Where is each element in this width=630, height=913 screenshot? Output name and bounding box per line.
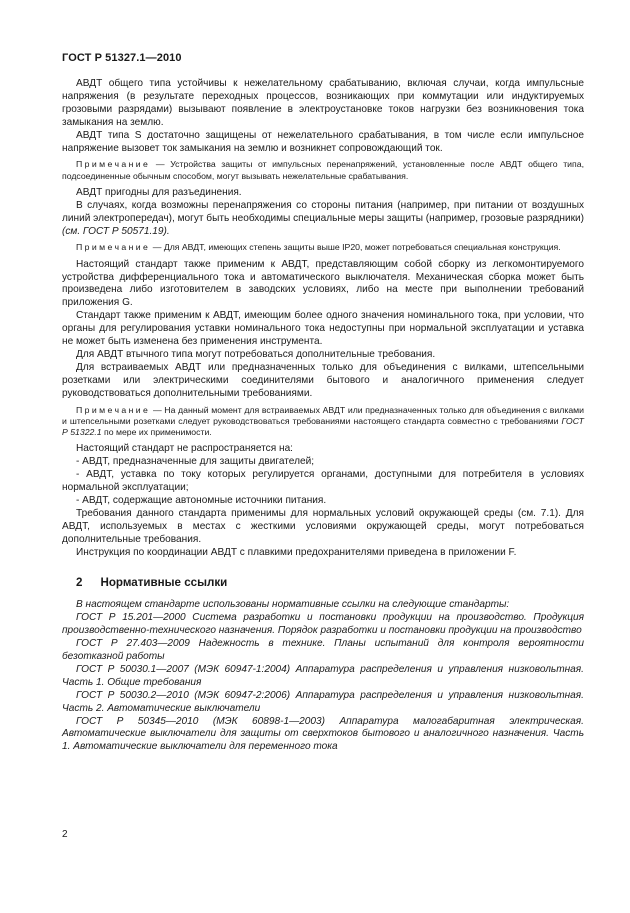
normative-reference: ГОСТ Р 27.403—2009 Надежность в технике. Планы испытаний для контроля вероятности безотказной работы bbox=[62, 638, 584, 663]
paragraph: АВДТ общего типа устойчивы к нежелательному срабатыванию, включая случаи, когда импульсные напряжения (в результате переходных процессов, возникающих при коммутации или индуктируемых грозовыми разрядами) вызывают появление в электроустановке токов нагрузки без возникновения тока замыкания на землю. bbox=[62, 78, 584, 128]
note-text: — Для АВДТ, имеющих степень защиты выше IP20, может потребоваться специальная конструкция. bbox=[152, 242, 561, 253]
note bbox=[62, 405, 584, 439]
normative-reference: ГОСТ Р 50345—2010 (МЭК 60898-1—2003) Аппаратура малогабаритная электрическая. Автоматические выключатели для защиты от сверхтоков бытового и аналогичного назначения. Часть 1. Автоматические выключатели для переменного тока bbox=[62, 715, 584, 753]
section-number: 2 bbox=[76, 576, 83, 590]
note-label: Примечание bbox=[76, 242, 151, 253]
paragraph: АВДТ типа S достаточно защищены от нежелательного срабатывания, в том числе если импульсное напряжение вызовет ток замыкания на землю и возникнет сопровождающий ток. bbox=[62, 129, 584, 154]
note bbox=[62, 242, 584, 253]
section-title: Нормативные ссылки bbox=[100, 576, 228, 590]
paragraph: Настоящий стандарт также применим к АВДТ, представляющим собой сборку из легкомонтируемого устройства дифференциального тока и автоматического выключателя. Механическая сборка может быть произведена либо изготовителем в заводских условиях, либо на месте при выполнении требований приложения G. bbox=[62, 258, 584, 309]
note-text: — Устройства защиты от импульсных перенапряжений, установленные после АВДТ общего типа, подсоединенные обычным способом, могут вызывать нежелательные срабатывания. bbox=[62, 159, 584, 181]
paragraph: Для встраиваемых АВДТ или предназначенных только для объединения с вилками, штепсельными розетками или электрическими соединителями бытового и аналогичного применения следует руководствоваться дополнительными требованиями. bbox=[62, 361, 584, 399]
normative-reference: ГОСТ Р 15.201—2000 Система разработки и постановки продукции на производство. Продукция производственно-технического назначения. Порядок разработки и постановки продукции на производство bbox=[62, 612, 584, 637]
normative-reference: ГОСТ Р 50030.1—2007 (МЭК 60947-1:2004) Аппаратура распределения и управления низковольтная. Часть 1. Общие требования bbox=[62, 663, 584, 688]
paragraph: Инструкция по координации АВДТ с плавкими предохранителями приведена в приложении F. bbox=[76, 546, 517, 558]
standard-reference: (см. ГОСТ Р 50571.19). bbox=[62, 225, 170, 237]
list-item: - АВДТ, уставка по току которых регулируется органами, доступными для потребителя в условиях нормальной эксплуатации; bbox=[62, 469, 584, 493]
standard-reference: ГОСТ Р 51322.1 bbox=[62, 415, 584, 438]
list-item: - АВДТ, содержащие автономные источники питания. bbox=[76, 494, 327, 506]
list-item: - АВДТ, предназначенные для защиты двигателей; bbox=[76, 456, 315, 468]
note-label: Примечание bbox=[76, 404, 151, 415]
paragraph: Настоящий стандарт не распространяется на: bbox=[76, 443, 293, 455]
document-header: ГОСТ Р 51327.1—2010 bbox=[62, 52, 182, 64]
note-text: — На данный момент для встраиваемых АВДТ или предназначенных только для объединения с вилками и штепсельными розетками следует руководствоваться требованиями настоящего стандарта совместно с требованиями bbox=[62, 404, 584, 426]
normative-reference: ГОСТ Р 50030.2—2010 (МЭК 60947-2:2006) Аппаратура распределения и управления низковольтная. Часть 2. Автоматические выключатели bbox=[62, 689, 584, 714]
paragraph-text: В случаях, когда возможны перенапряжения со стороны питания (например, при питании от воздушных линий электропередач), могут быть необходимы специальные меры защиты (например, грозовые разрядники) bbox=[62, 199, 584, 224]
note-text: по мере их применимости. bbox=[104, 427, 212, 438]
paragraph bbox=[62, 200, 584, 239]
paragraph: АВДТ пригодны для разъединения. bbox=[76, 186, 242, 198]
note bbox=[62, 159, 584, 181]
section-intro: В настоящем стандарте использованы нормативные ссылки на следующие стандарты: bbox=[76, 599, 510, 611]
section-heading bbox=[76, 576, 584, 589]
paragraph: Для АВДТ втычного типа могут потребоваться дополнительные требования. bbox=[76, 349, 436, 361]
paragraph: Стандарт также применим к АВДТ, имеющим более одного значения номинального тока, при условии, что органы для регулирования уставки номинального тока недоступны при нормальной эксплуатации и уставка не может быть изменена без применения инструмента. bbox=[62, 310, 584, 348]
paragraph: Требования данного стандарта применимы для нормальных условий окружающей среды (см. 7.1). Для АВДТ, используемых в местах с жесткими условиями окружающей среды, могут потребоваться дополнительные требования. bbox=[62, 507, 584, 545]
note-label: Примечание bbox=[76, 159, 151, 170]
document-body bbox=[62, 78, 584, 754]
page-number: 2 bbox=[62, 829, 68, 840]
